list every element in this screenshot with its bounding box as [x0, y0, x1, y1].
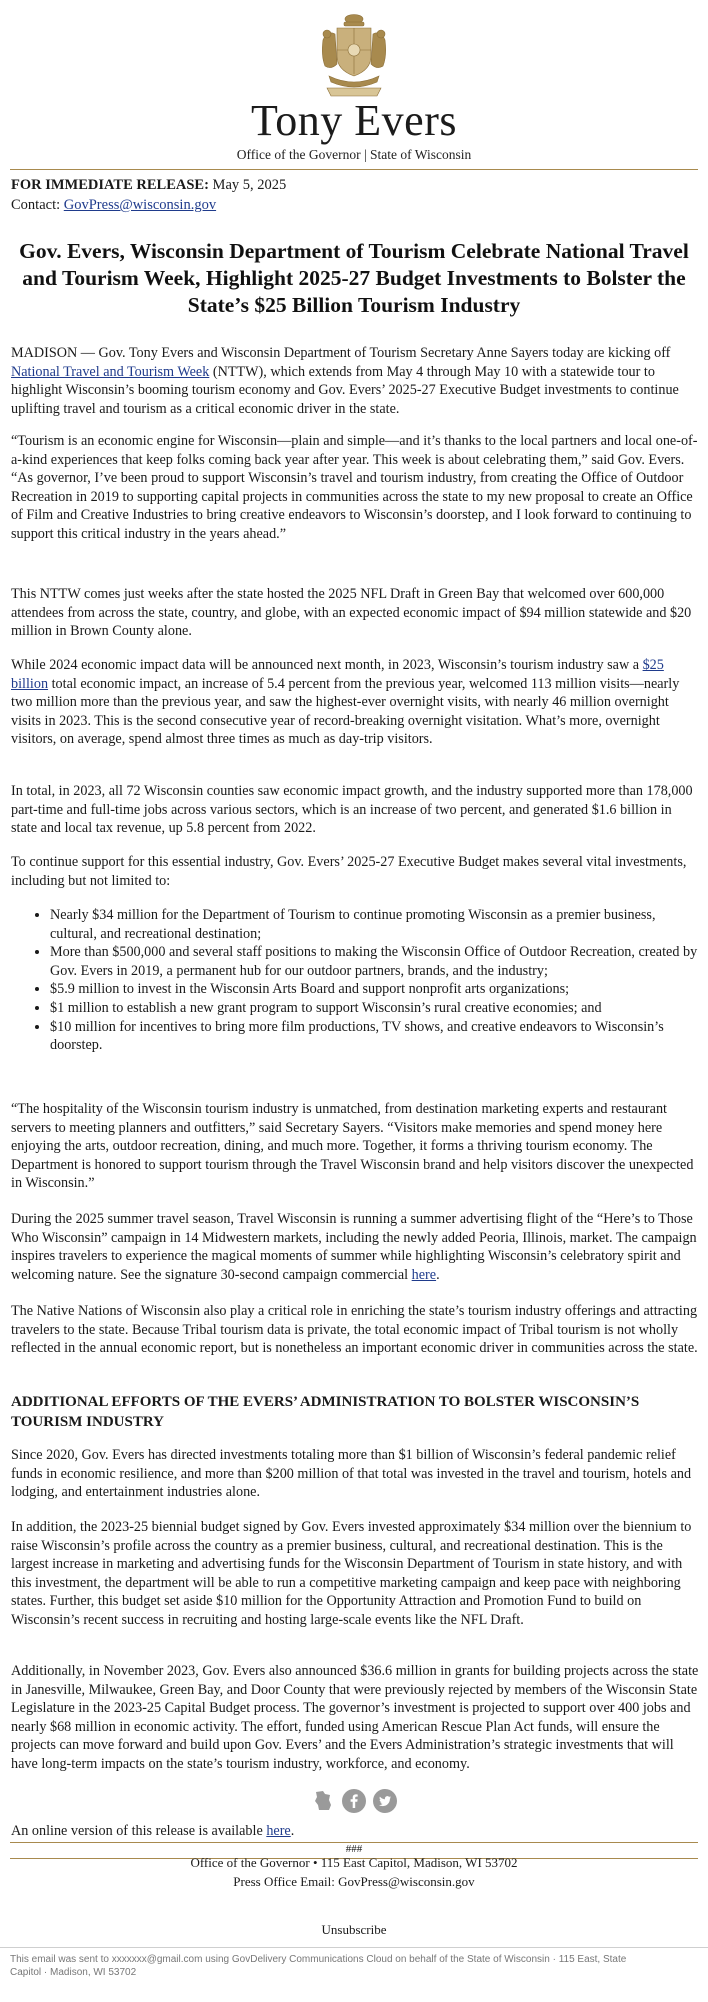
- paragraph-budget-intro: To continue support for this essential industry, Gov. Evers’ 2025-27 Executive Budget makes several vital investments, including but not limited to:: [11, 854, 687, 889]
- paragraph-governor-quote: “Tourism is an economic engine for Wisconsin—plain and simple—and it’s thanks to the local partners and local one-of-a-kind experiences that keep folks coming back year after year. This week is about celebrating them,” said Gov. Evers. “As governor, I’ve been proud to support Wisconsin’s travel and tourism industry, from creating the Office of Outdoor Recreation in 2019 to supporting capital projects in communities across the state to my new proposal to create an Office of Film and Creative Industries to bring creative endeavors to Wisconsin’s doorstep, and I look forward to continuing to support this critical industry in the years ahead.”: [11, 433, 698, 542]
- paragraph-capital-grants: Additionally, in November 2023, Gov. Evers also announced $36.6 million in grants for building projects across the state in Janesville, Milwaukee, Green Bay, and Door County that were previously rejected by members of the Wisconsin State Legislature in the 2023-25 Capital Budget process. The governor’s investment is projected to support over 400 jobs and nearly $68 million in economic activity. The effort, funded using American Rescue Plan Act funds, will ensure the projects can move forward and build upon Gov. Evers’ and the Evers Administration’s strategic investments that will have long-term impacts on the state’s tourism industry, workforce, and economy.: [11, 1663, 699, 1772]
- economic-impact-link[interactable]: $25 billion: [11, 657, 664, 692]
- budget-investments-list: [11, 906, 700, 1055]
- online-version-link[interactable]: here: [266, 1823, 291, 1839]
- delivery-fineprint: This email was sent to xxxxxxx@gmail.com using GovDelivery Communications Cloud on behalf of the State of Wisconsin · 115 East, State Capitol · Madison, WI 53702: [10, 1954, 627, 1978]
- contact-line: [11, 195, 216, 215]
- budget-investment-item: • More than $500,000 and several staff positions to making the Wisconsin Office of Outdoor Recreation, created by Gov. Evers in 2019, a permanent hub for our outdoor partners, brands, and the industry;: [50, 943, 700, 980]
- header-divider: [10, 169, 698, 170]
- budget-investment-item: • $10 million for incentives to bring more film productions, TV shows, and creative endeavors to Wisconsin’s doorstep.: [50, 1018, 700, 1055]
- section-subheading: ADDITIONAL EFFORTS OF THE EVERS’ ADMINISTRATION TO BOLSTER WISCONSIN’S TOURISM INDUSTRY: [11, 1394, 640, 1430]
- office-subtitle: [0, 147, 708, 163]
- release-date: May 5, 2025: [212, 177, 287, 193]
- office-label: Office of the Governor: [236, 147, 361, 162]
- end-marks: ###: [345, 1843, 363, 1855]
- paragraph-native-nations: The Native Nations of Wisconsin also play a critical role in enriching the state’s tourism industry offerings and attracting travelers to the state. Because Tribal tourism data is private, the total economic impact of Tribal tourism is not wholly reflected in the annual economic report, but is nonetheless an important economic driver in communities across the state.: [11, 1303, 698, 1357]
- online-version-line: An online version of this release is available here.: [11, 1823, 295, 1839]
- facebook-icon[interactable]: [342, 1789, 366, 1813]
- paragraph-pandemic-funds: Since 2020, Gov. Evers has directed investments totaling more than $1 billion of Wisconsin’s federal pandemic relief funds in economic resilience, and more than $200 million of that total was invested in the travel and tourism, hotels and lodging, and entertainment industries alone.: [11, 1447, 692, 1501]
- nttw-link[interactable]: National Travel and Tourism Week: [11, 363, 210, 380]
- governor-name: Tony Evers: [251, 96, 457, 145]
- press-release-headline: Gov. Evers, Wisconsin Department of Tourism Celebrate National Travel and Tourism Week, Highlight 2025-27 Budget Investments to Bolster the State’s $25 Billion Tourism Industry: [19, 239, 689, 317]
- paragraph-economic-impact: While 2024 economic impact data will be announced next month, in 2023, Wisconsin’s tourism industry saw a $25 billion total economic impact, an increase of 5.4 percent from the previous year, welcomed 113 million visits—nearly two million more than the previous year, and saw the highest-ever overnight visits, with nearly 46 million overnight visits in 2023. This is the second consecutive year of record-breaking overnight visitation. What’s more, overnight visitors, on average, spend almost three times as much as day-trip visitors.: [11, 657, 680, 748]
- wisconsin-seal-icon: [315, 10, 393, 102]
- budget-investment-item: • $1 million to establish a new grant program to support Wisconsin’s rural creative economies; and: [50, 999, 700, 1018]
- fineprint-divider: [0, 1947, 708, 1948]
- paragraph-summer-campaign: During the 2025 summer travel season, Travel Wisconsin is running a summer advertising flight of the “Here’s to Those Who Wisconsin” campaign in 14 Midwestern markets, including the newly added Peoria, Illinois, market. The campaign inspires travelers to experience the magical moments of summer while highlighting Wisconsin’s celebratory spirit and welcoming nature. See the signature 30-second campaign commercial here.: [11, 1211, 697, 1283]
- footer-address: Office of the Governor • 115 East Capitol, Madison, WI 53702: [190, 1855, 518, 1870]
- wisconsin-map-icon[interactable]: [311, 1789, 335, 1813]
- paragraph-biennial-budget: In addition, the 2023-25 biennial budget signed by Gov. Evers invested approximately $34 million over the biennium to raise Wisconsin’s profile across the country as a premier business, cultural, and recreational destination. This is the largest increase in marketing and advertising funds for the Wisconsin Department of Tourism in state history, and with this investment, the department will be able to run a competitive marketing campaign and keep pace with neighboring states. Further, this budget set aside $10 million for the Opportunity Attraction and Promotion Fund to build on Wisconsin’s recent success in recruiting and hosting large-scale events like the NFL Draft.: [11, 1519, 692, 1628]
- release-label: FOR IMMEDIATE RELEASE:: [11, 177, 209, 193]
- twitter-icon[interactable]: [373, 1789, 397, 1813]
- contact-label: Contact:: [11, 197, 61, 213]
- state-label: State of Wisconsin: [370, 147, 472, 162]
- paragraph-intro: MADISON — Gov. Tony Evers and Wisconsin Department of Tourism Secretary Anne Sayers today are kicking off National Travel and Tourism Week (NTTW), which extends from May 4 through May 10 with a statewide tour to highlight Wisconsin’s booming tourism economy and Gov. Evers’ 2025-27 Executive Budget investments to continue uplifting travel and tourism as a critical economic driver in the state.: [11, 345, 679, 417]
- budget-investment-item: • Nearly $34 million for the Department of Tourism to continue promoting Wisconsin as a premier business, cultural, and recreational destination;: [50, 906, 700, 943]
- office-separator: |: [363, 147, 367, 162]
- footer-press-email: Press Office Email: GovPress@wisconsin.gov: [233, 1874, 475, 1889]
- paragraph-secretary-quote: “The hospitality of the Wisconsin tourism industry is unmatched, from destination marketing experts and restaurant servers to meeting planners and outfitters,” said Secretary Sayers. “Visitors make memories and spend money here enjoying the arts, outdoor recreation, dining, and much more. Together, it forms a thriving tourism economy. The Department is honored to support tourism through the Travel Wisconsin brand and help visitors discover the unexpected in Wisconsin.”: [11, 1101, 694, 1192]
- paragraph-nfl-draft: This NTTW comes just weeks after the state hosted the 2025 NFL Draft in Green Bay that welcomed over 600,000 attendees from across the state, country, and globe, with an expected economic impact of $94 million statewide and $20 million in Brown County alone.: [11, 586, 692, 640]
- paragraph-county-growth: In total, in 2023, all 72 Wisconsin counties saw economic impact growth, and the industry supported more than 178,000 part-time and full-time jobs across various sectors, which is an increase of two percent, and generated $1.6 billion in state and local tax revenue, up 5.8 percent from 2022.: [11, 783, 693, 837]
- social-links: [309, 1789, 399, 1815]
- release-line: [11, 175, 286, 195]
- unsubscribe-link[interactable]: Unsubscribe: [321, 1922, 387, 1937]
- budget-investment-item: • $5.9 million to invest in the Wisconsin Arts Board and support nonprofit arts organizations;: [50, 980, 700, 999]
- contact-email-link[interactable]: GovPress@wisconsin.gov: [63, 197, 217, 213]
- campaign-commercial-link[interactable]: here: [411, 1266, 437, 1283]
